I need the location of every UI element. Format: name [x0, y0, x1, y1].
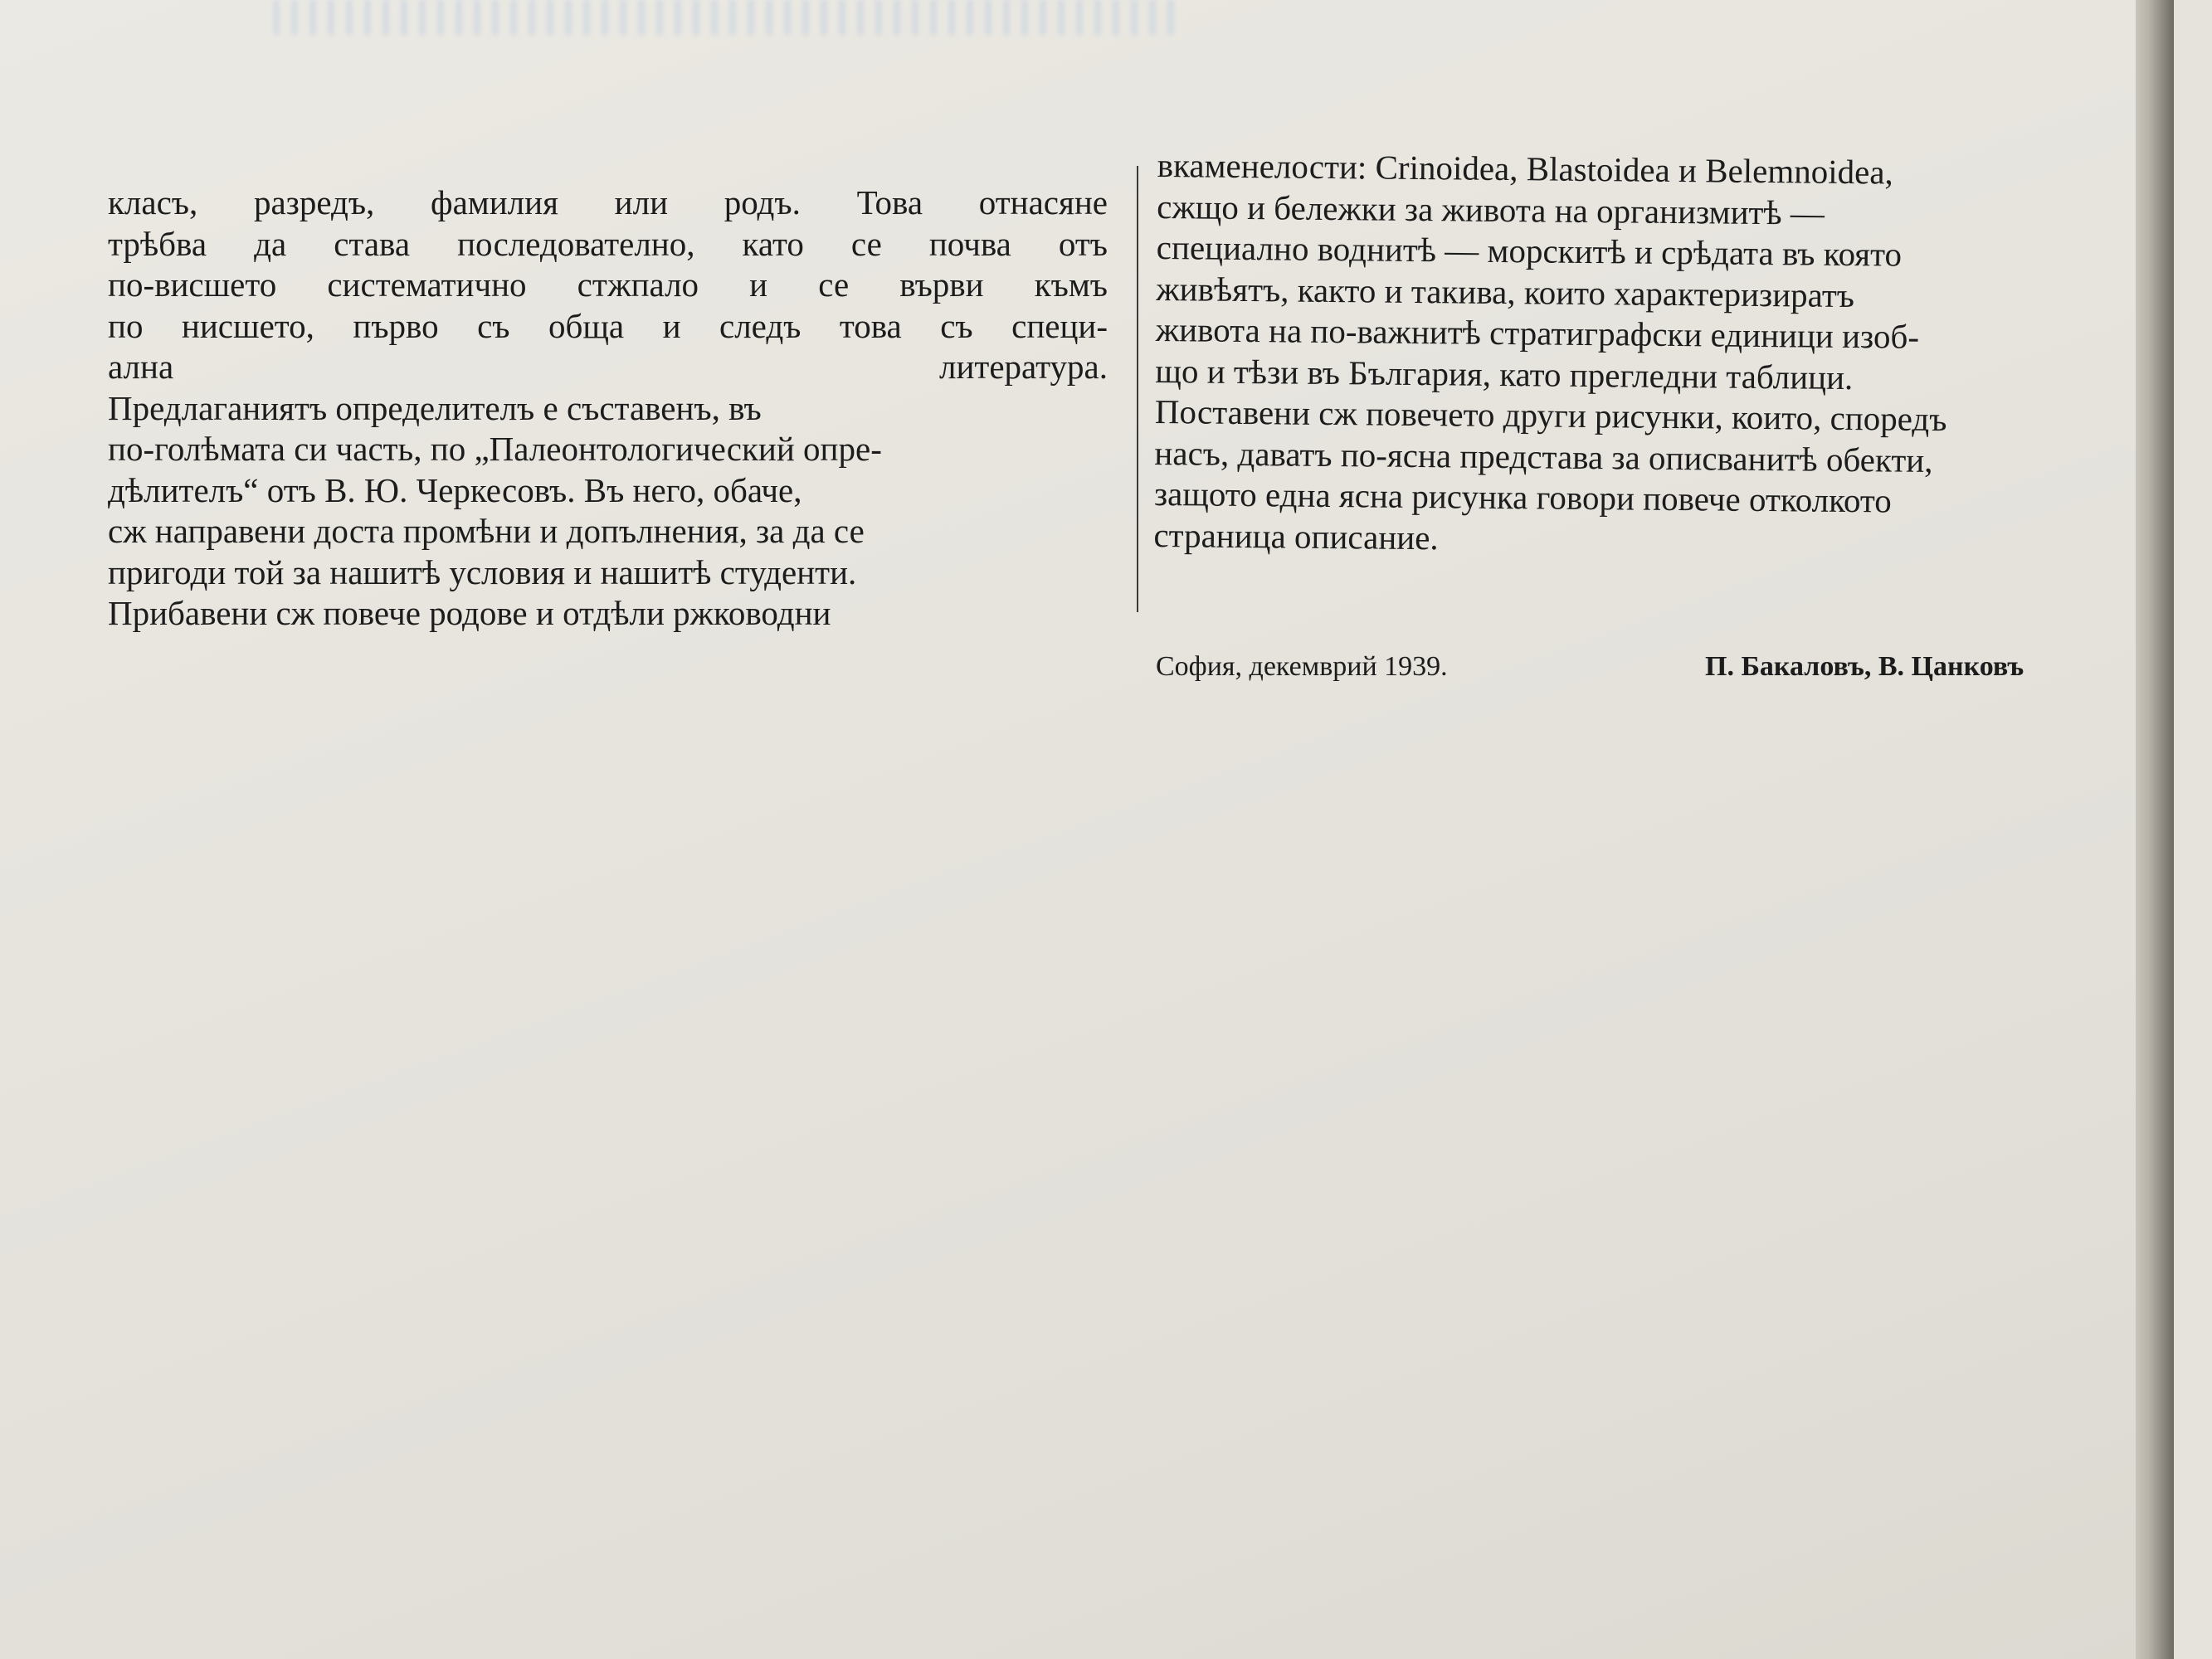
left-text-column — [108, 182, 1108, 635]
column-divider — [1137, 166, 1138, 612]
authors-signature: П. Бакаловъ, В. Цанковъ — [1705, 651, 2024, 682]
left-paragraph-1: класъ, разредъ, фамилия или родъ. Това отнасяне трѣбва да става последователно, като се почва отъ по-висшето систематично стжпало и се върви къмъ по нисшето, първо съ обща и следъ това съ специ- ална литература. — [108, 183, 1108, 386]
page-edge-shadow — [2136, 0, 2174, 1659]
top-edge-blur — [274, 0, 1186, 35]
place-and-date: София, декемврий 1939. — [1156, 651, 1448, 682]
left-paragraph-2: Предлаганиятъ определителъ е съставенъ, въ по-голѣмата си часть, по „Палеонтологический опре- дѣлителъ“ отъ В. Ю. Черкесовъ. Въ него, обаче, сж направени доста промѣни и допълнения, за да се пригоди той за нашитѣ условия и нашитѣ студенти. Прибавени сж повече родове и отдѣли ржководни — [108, 388, 882, 632]
right-text-column — [1153, 145, 2178, 566]
right-paragraph-1: вкаменелости: Crinoidea, Blastoidea и Belemnoidea, сжщо и бележки за живота на организмитѣ — специално воднитѣ — морскитѣ и срѣдата въ която живѣятъ, както и такива, които характеризиратъ живота на по-важнитѣ стратиграфски единици изоб- що и тѣзи въ България, като прегледни таблици. Поставени сж повечето други рисунки, които, споредъ насъ, даватъ по-ясна представа за описванитѣ обекти, защото една ясна рисунка говори повече отколкото страница описание. — [1153, 145, 1947, 557]
